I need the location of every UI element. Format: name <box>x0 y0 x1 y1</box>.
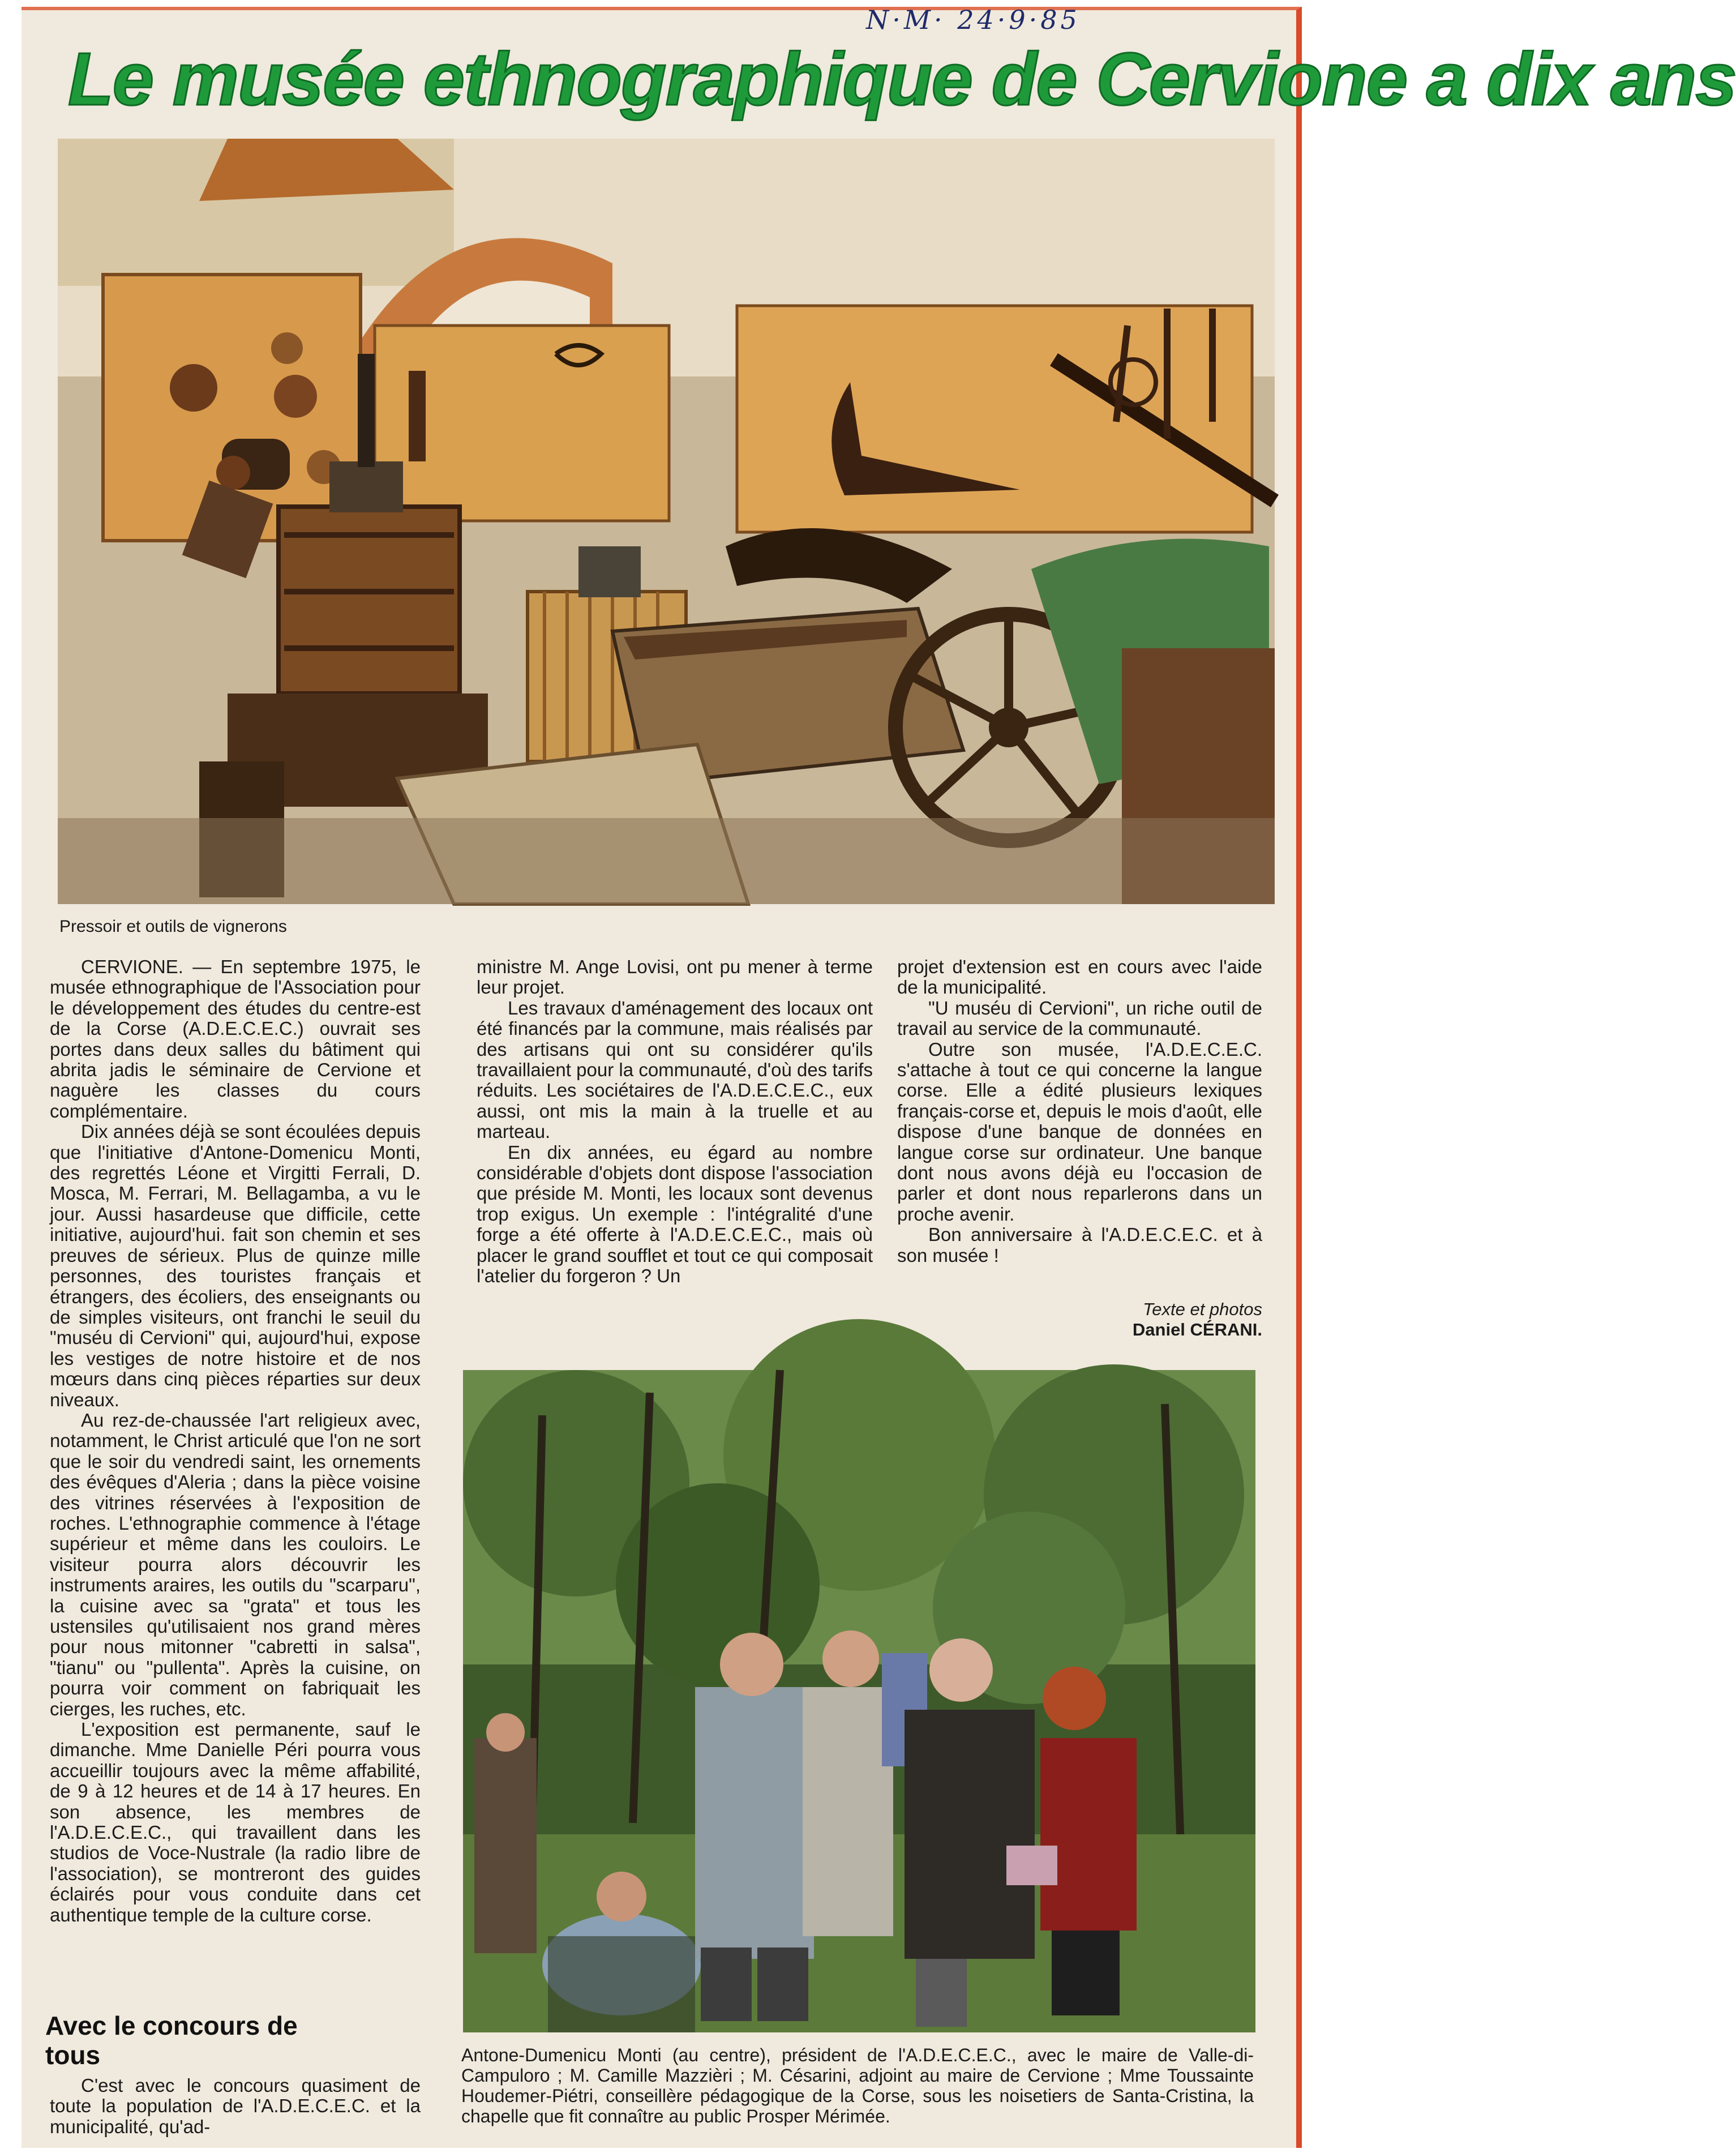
photo-credit <box>1053 1299 1262 1340</box>
section-subheading: Avec le concours de tous <box>45 2011 298 2070</box>
article-column-1 <box>50 957 421 1925</box>
col2-paragraph-3: En dix années, eu égard au nombre considérable d'objets dont dispose l'association que préside M. Monti, les locaux sont devenus trop exigus. Un exemple : l'intégralité d'une forge a été offerte à l'A.D.E.C.E.C., mais où placer le grand soufflet et tout ce qui composait l'atelier du forgeron ? Un <box>477 1141 873 1287</box>
col2-paragraph-1: ministre M. Ange Lovisi, ont pu mener à terme leur projet. <box>477 956 873 998</box>
handwritten-date-annotation: N·M· 24·9·85 <box>866 5 1081 35</box>
col1-paragraph-5: C'est avec le concours quasiment de toute la population de l'A.D.E.C.E.C. et la municipalité, qu'ad- <box>50 2075 421 2137</box>
article-column-3 <box>897 957 1262 1266</box>
article-headline: Le musée ethnographique de Cervione a dix ans <box>68 37 1736 121</box>
article-column-1-end <box>50 2075 421 2137</box>
photo2-caption: Antone-Dumenicu Monti (au centre), président de l'A.D.E.C.E.C., avec le maire de Valle-di-Campuloro ; M. Camille Mazzièri ; M. Césarini, adjoint au maire de Cervione ; Mme Toussainte Houdemer-Piétri, conseillère pédagogique de la Corse, sous les noisetiers de Santa-Cristina, la chapelle que fit connaître au public Prosper Mérimée. <box>461 2045 1254 2126</box>
credit-name: Daniel CÉRANI. <box>1132 1320 1262 1339</box>
photo1-caption: Pressoir et outils de vignerons <box>59 917 287 936</box>
col1-paragraph-3: Au rez-de-chaussée l'art religieux avec, notamment, le Christ articulé que l'on ne sort que le soir du vendredi saint, les ornements des évêques d'Aleria ; dans la pièce voisine des vitrines réservées à l'exposition de roches. L'ethnographie commence à l'étage supérieur et même dans les couloirs. Le visiteur pourra alors découvrir les instruments araires, les outils du "scarparu", la cuisine avec sa "grata" et tous les ustensiles qu'utilisaient nos grand mères pour nous mitonner "cabretti in salsa", "tianu" ou "pullenta". Après la cuisine, on pourra voir comment on fabriquait les cierges, les ruches, etc. <box>50 1409 421 1719</box>
col1-paragraph-2: Dix années déjà se sont écoulées depuis que l'initiative d'Antone-Domenicu Monti, des regrettés Léone et Virgitti Ferrali, D. Mosca, M. Ferrari, M. Bellagamba, a vu le jour. Aussi hasardeuse que difficile, cette initiative, aujourd'hui. fait son chemin et ses preuves de sérieux. Plus de quinze mille personnes, des touristes français et étrangers, des écoliers, des enseignants ou de simples visiteurs, ont franchi le seuil du "muséu di Cervioni" qui, aujourd'hui, expose les vestiges de notre histoire et de nos mœurs dans cinq pièces réparties sur deux niveaux. <box>50 1121 421 1410</box>
col1-paragraph-1: CERVIONE. — En septembre 1975, le musée ethnographique de l'Association pour le développement des études du centre-est de la Corse (A.D.E.C.E.C.) ouvrait ses portes dans deux salles du bâtiment qui abrita jadis le séminaire de Cervione et naguère les classes du cours complémentaire. <box>50 956 421 1122</box>
col3-paragraph-3: Outre son musée, l'A.D.E.C.E.C. s'attache à tout ce qui concerne la langue corse. Elle a édité plusieurs lexiques français-corse et, depuis le mois d'août, elle dispose d'une banque de données en langue corse sur ordinateur. Une banque dont nous avons déjà eu l'occasion de parler et dont nous reparlerons dans un proche avenir. <box>897 1038 1262 1225</box>
col3-paragraph-2: "U muséu di Cervioni", un riche outil de travail au service de la communauté. <box>897 997 1262 1039</box>
outdoor-group-photo <box>463 1370 1255 2032</box>
credit-label: Texte et photos <box>1143 1299 1262 1319</box>
museum-interior-photo <box>58 139 1275 904</box>
article-column-2 <box>477 957 873 1287</box>
col2-paragraph-2: Les travaux d'aménagement des locaux ont été financés par la commune, mais réalisés par des artisans qui ont su considérer qu'ils travaillaient pour la communauté, d'où des tarifs réduits. Les sociétaires de l'A.D.E.C.E.C., eux aussi, ont mis la main à la truelle et au marteau. <box>477 997 873 1142</box>
col1-paragraph-4: L'exposition est permanente, sauf le dimanche. Mme Danielle Péri pourra vous accueillir toujours avec la même affabilité, de 9 à 12 heures et de 14 à 17 heures. En son absence, les membres de l'A.D.E.C.E.C., qui travaillent dans les studios de Voce-Nustrale (la radio libre de l'association), se montreront des guides éclairés pour vous conduite dans cet authentique temple de la culture corse. <box>50 1719 421 1925</box>
col3-paragraph-1: projet d'extension est en cours avec l'aide de la municipalité. <box>897 956 1262 998</box>
col3-paragraph-4: Bon anniversaire à l'A.D.E.C.E.C. et à son musée ! <box>897 1224 1262 1266</box>
